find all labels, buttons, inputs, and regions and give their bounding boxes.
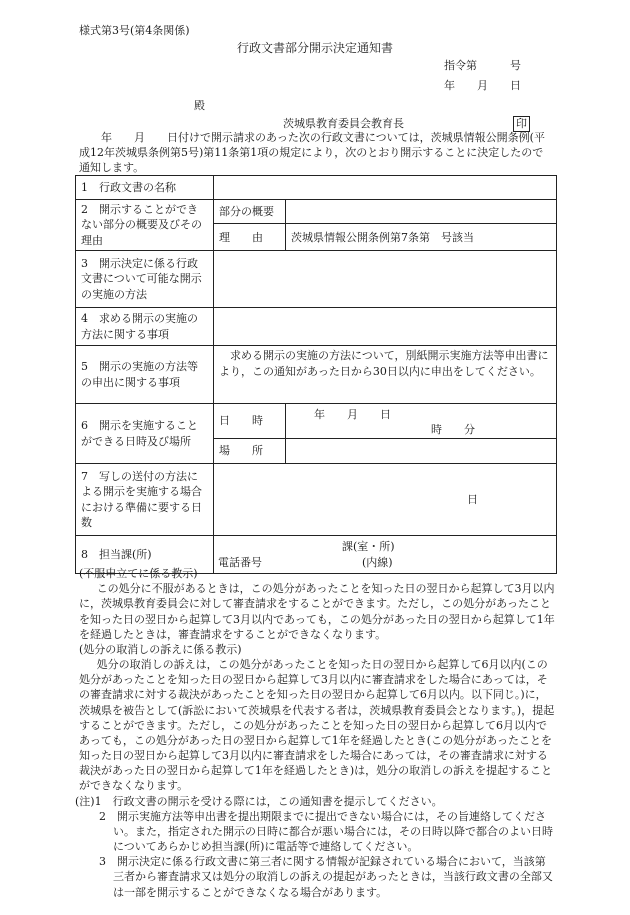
intro-paragraph: 年 月 日付けで開示請求のあった次の行政文書については，茨城県情報公開条例(平成12年茨城県条例第5号)第11条第1項の規定により，次のとおり開示することに決定したので通知します。 [79, 131, 545, 174]
seal-icon: 印 [513, 116, 530, 132]
row1-label: 1 行政文書の名称 [76, 176, 214, 200]
lawsuit-header: (処分の取消しの訴えに係る教示) [79, 642, 242, 656]
row8-extension: (内線) [362, 556, 393, 570]
note-2: 2 開示実施方法等申出書を提出期限までに提出できない場合には，その旨連絡してください。また，指定された開示の日時に都合が悪い場合には，その日時以降で都合のよい日時についてあらかじめ担当課(所)に電話等で連絡してください。 [99, 809, 553, 854]
row6-sub2-label: 場 所 [214, 439, 286, 464]
table-row [76, 404, 557, 439]
objection-header: (不服申立てに係る教示) [79, 567, 198, 580]
note-1: (注)1 行政文書の開示を受ける際には，この通知書を提示してください。 [75, 794, 443, 808]
addressee: 殿 [194, 99, 205, 112]
row5-label: 5 開示の実施の方法等の申出に関する事項 [76, 346, 214, 404]
disclosure-table [75, 175, 557, 574]
row6-time-text: 時 分 [431, 423, 475, 437]
row3-value [214, 251, 557, 308]
row3-label: 3 開示決定に係る行政文書について可能な開示の実施の方法 [76, 251, 214, 308]
row2-sub1-value [286, 200, 557, 224]
table-row [76, 200, 557, 224]
row2-label: 2 開示することができない部分の概要及びその理由 [76, 200, 214, 251]
row6-sub1-label: 日 時 [214, 404, 286, 439]
document-title: 行政文書部分開示決定通知書 [236, 41, 393, 55]
row2-sub2-label: 理 由 [214, 224, 286, 251]
row6-date-text: 年 月 日 [314, 408, 391, 422]
objection-text: この処分に不服があるときは，この処分があったことを知った日の翌日から起算して3月以内に，茨城県教育委員会に対して審査請求をすることができます。ただし，この処分があったことを知った日の翌日から起算して3月以内であっても，この処分があった日の翌日から起算して1年を経過したときは，審査請求をすることができなくなります。 [79, 582, 555, 641]
row4-label: 4 求める開示の実施の方法に関する事項 [76, 308, 214, 346]
row8-label: 8 担当課(所) [76, 536, 214, 574]
row6-sub1-value [286, 404, 557, 439]
row4-value [214, 308, 557, 346]
row6-label: 6 開示を実施することができる日時及び場所 [76, 404, 214, 464]
row5-value: 求める開示の実施の方法について，別紙開示実施方法等申出書により，この通知があった日から30日以内に申出をしてください。 [214, 346, 557, 404]
table-row [76, 308, 557, 346]
table-row [76, 346, 557, 404]
row6-sub2-value [286, 439, 557, 464]
row7-label: 7 写しの送付の方法による開示を実施する場合における準備に要する日数 [76, 464, 214, 536]
lawsuit-text: 処分の取消しの訴えは，この処分があったことを知った日の翌日から起算して6月以内(この処分があったことを知った日の翌日から起算して3月以内に審査請求をした場合にあっては，その審査請求に対する裁決があったことを知った日の翌日から起算して6月以内。以下同じ。)に，茨城県を被告として(訴訟において茨城県を代表する者は，茨城県教育委員会となります。)，提起することができます。ただし，この処分があったことを知った日の翌日から起算して6月以内であっても，この処分があった日の翌日から起算して1年を経過したとき(この処分があったことを知った日の翌日から起算して3月以内に審査請求をした場合にあっては，その審査請求に対する裁決があった日の翌日から起算して1年を経過したとき)は，処分の取消しの訴えを提起することができなくなります。 [79, 658, 555, 793]
row8-dept: 課(室・所) [342, 540, 395, 554]
row1-value [214, 176, 557, 200]
table-row [76, 176, 557, 200]
row2-sub2-value: 茨城県情報公開条例第7条第 号該当 [286, 224, 557, 251]
note-3: 3 開示決定に係る行政文書に第三者に関する情報が記録されている場合において，当該第三者から審査請求又は処分の取消しの訴えの提起があったときは，当該行政文書の全部又は一部を開示することができなくなる場合があります。 [99, 855, 553, 899]
form-number: 様式第3号(第4条関係) [79, 24, 190, 37]
table-row [76, 464, 557, 536]
issuer-name: 茨城県教育委員会教育長 [283, 117, 404, 130]
row7-value: 日 [214, 464, 557, 536]
reference-number: 指令第 号 [444, 59, 521, 72]
notes-section [75, 566, 555, 900]
table-row [76, 251, 557, 308]
row8-phone-label: 電話番号 [218, 556, 262, 570]
row2-sub1-label: 部分の概要 [214, 200, 286, 224]
issue-date: 年 月 日 [444, 79, 521, 92]
